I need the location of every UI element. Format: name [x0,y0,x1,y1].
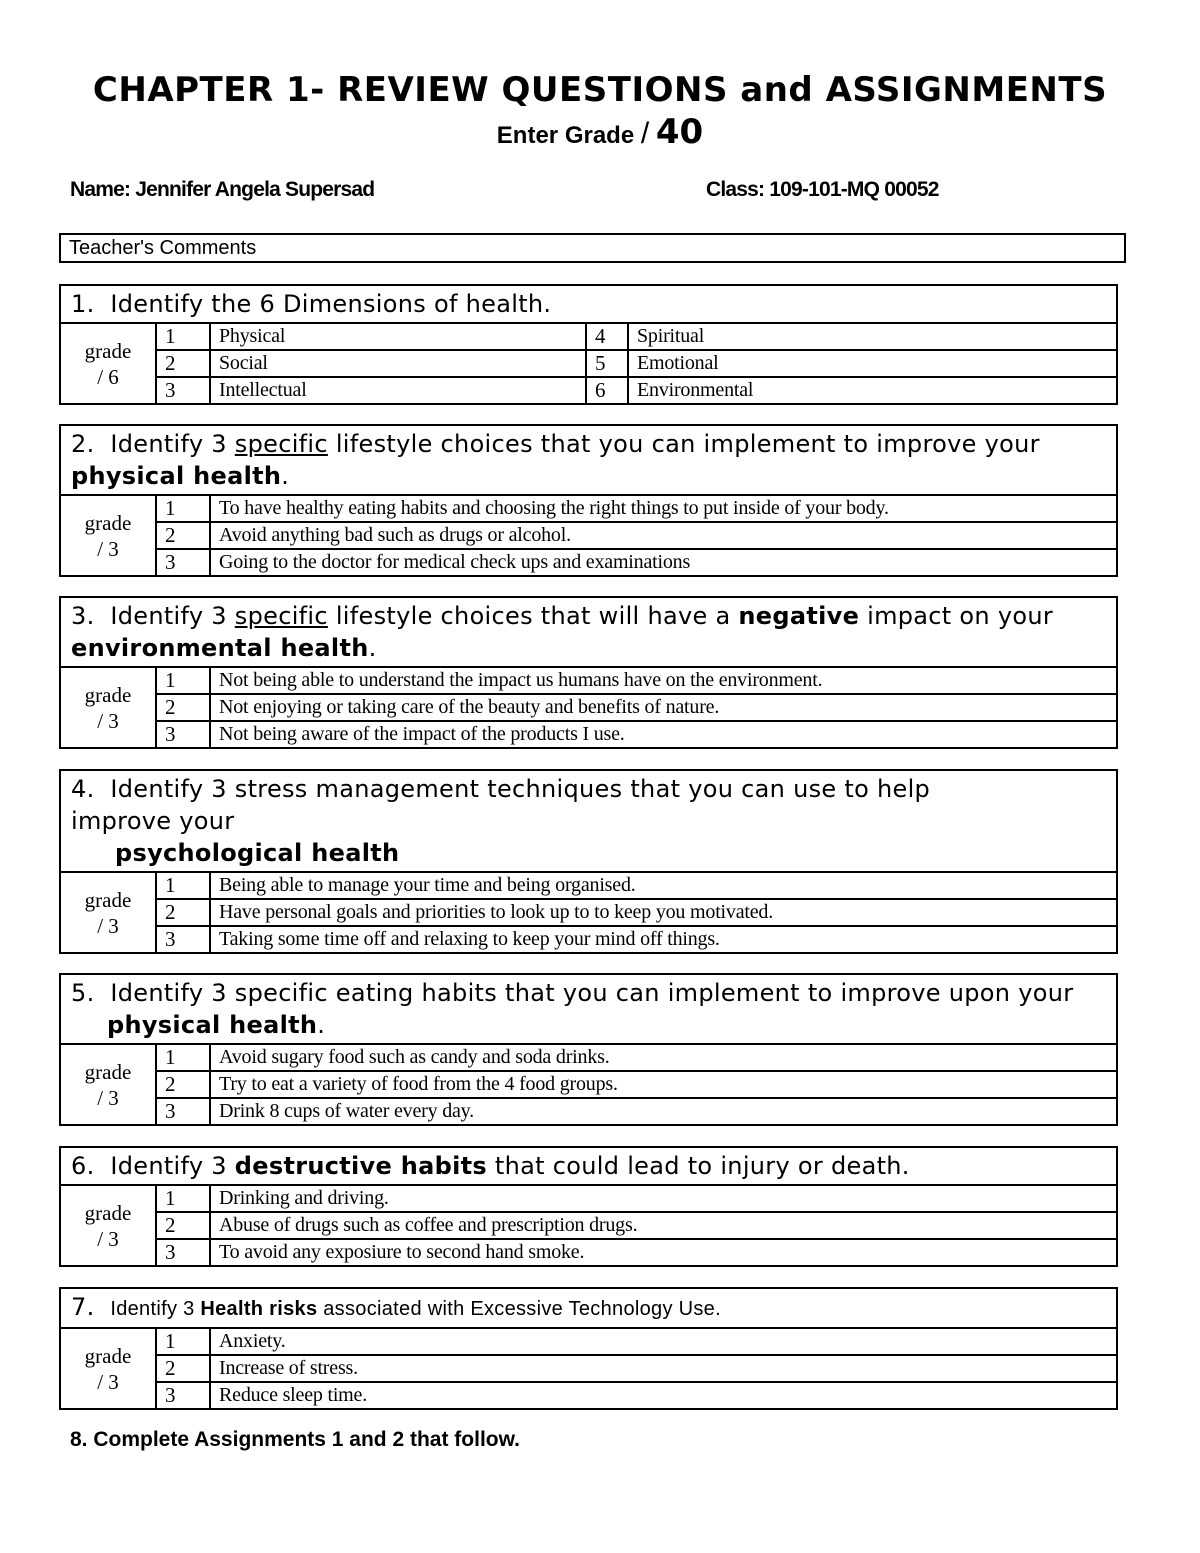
answer-cell: Reduce sleep time. [210,1382,1117,1409]
answer-cell: Going to the doctor for medical check ups and examinations [210,549,1117,576]
question-6-table [59,1146,1118,1267]
item-number: 1 [156,667,210,694]
answer-cell: Abuse of drugs such as coffee and prescription drugs. [210,1212,1117,1239]
question-4-prompt: 4. Identify 3 stress management techniques that you can use to help improve your psychological health [60,770,1117,872]
grade-cell: grade / 3 [60,495,156,576]
item-number: 2 [156,1212,210,1239]
item-number: 4 [586,323,628,350]
answer-cell: Being able to manage your time and being organised. [210,872,1117,899]
answer-cell: Avoid anything bad such as drugs or alcohol. [210,522,1117,549]
answer-cell: Spiritual [628,323,1117,350]
grade-cell: grade / 3 [60,1044,156,1125]
question-3-table [59,596,1118,749]
class-code: Class: 109-101-MQ 00052 [706,178,939,201]
item-number: 2 [156,1071,210,1098]
item-number: 2 [156,899,210,926]
answer-cell: Avoid sugary food such as candy and soda drinks. [210,1044,1117,1071]
answer-cell: To avoid any exposiure to second hand smoke. [210,1239,1117,1266]
answer-cell: Intellectual [210,377,586,404]
answer-cell: Physical [210,323,586,350]
item-number: 2 [156,694,210,721]
answer-cell: Drink 8 cups of water every day. [210,1098,1117,1125]
question-5-table [59,973,1118,1126]
item-number: 1 [156,495,210,522]
item-number: 3 [156,377,210,404]
item-number: 1 [156,872,210,899]
question-1-prompt: 1. Identify the 6 Dimensions of health. [60,285,1117,323]
grade-cell: grade / 3 [60,872,156,953]
question-3-prompt: 3. Identify 3 specific lifestyle choices that will have a negative impact on your environmental health. [60,597,1117,667]
grade-slash: / [640,117,650,150]
item-number: 2 [156,1355,210,1382]
answer-cell: Not being able to understand the impact us humans have on the environment. [210,667,1117,694]
question-2-table [59,424,1118,577]
grade-cell: grade / 3 [60,1328,156,1409]
question-1-table [59,284,1118,405]
question-7-table [59,1287,1118,1410]
item-number: 3 [156,926,210,953]
item-number: 1 [156,323,210,350]
answer-cell: Increase of stress. [210,1355,1117,1382]
item-number: 1 [156,1044,210,1071]
question-4-table [59,769,1118,954]
item-number: 3 [156,721,210,748]
assignment-instruction: 8. Complete Assignments 1 and 2 that follow. [70,1428,521,1451]
answer-cell: Have personal goals and priorities to look up to to keep you motivated. [210,899,1117,926]
answer-cell: Taking some time off and relaxing to keep your mind off things. [210,926,1117,953]
grade-cell: grade / 3 [60,667,156,748]
question-6-prompt: 6. Identify 3 destructive habits that could lead to injury or death. [60,1147,1117,1185]
item-number: 3 [156,549,210,576]
item-number: 1 [156,1185,210,1212]
answer-cell: Try to eat a variety of food from the 4 food groups. [210,1071,1117,1098]
question-7-prompt: 7. Identify 3 Health risks associated with Excessive Technology Use. [60,1288,1117,1328]
item-number: 3 [156,1098,210,1125]
student-name: Name: Jennifer Angela Supersad [70,178,375,201]
answer-cell: Social [210,350,586,377]
answer-cell: Not enjoying or taking care of the beauty and benefits of nature. [210,694,1117,721]
answer-cell: To have healthy eating habits and choosing the right things to put inside of your body. [210,495,1117,522]
item-number: 3 [156,1239,210,1266]
question-2-prompt: 2. Identify 3 specific lifestyle choices that you can implement to improve your physical health. [60,425,1117,495]
item-number: 2 [156,522,210,549]
item-number: 1 [156,1328,210,1355]
grade-label: Enter Grade [496,122,635,149]
grade-cell: grade / 6 [60,323,156,404]
answer-cell: Drinking and driving. [210,1185,1117,1212]
answer-cell: Emotional [628,350,1117,377]
question-5-prompt: 5. Identify 3 specific eating habits that you can implement to improve upon your physical health. [60,974,1117,1044]
teacher-comments-box: Teacher's Comments [59,233,1126,263]
grade-cell: grade / 3 [60,1185,156,1266]
page-title: CHAPTER 1- REVIEW QUESTIONS and ASSIGNMENTS [92,70,1108,110]
grade-total: 40 [655,112,704,152]
item-number: 5 [586,350,628,377]
item-number: 3 [156,1382,210,1409]
answer-cell: Not being aware of the impact of the products I use. [210,721,1117,748]
item-number: 2 [156,350,210,377]
item-number: 6 [586,377,628,404]
answer-cell: Environmental [628,377,1117,404]
grade-line [0,112,1200,152]
answer-cell: Anxiety. [210,1328,1117,1355]
